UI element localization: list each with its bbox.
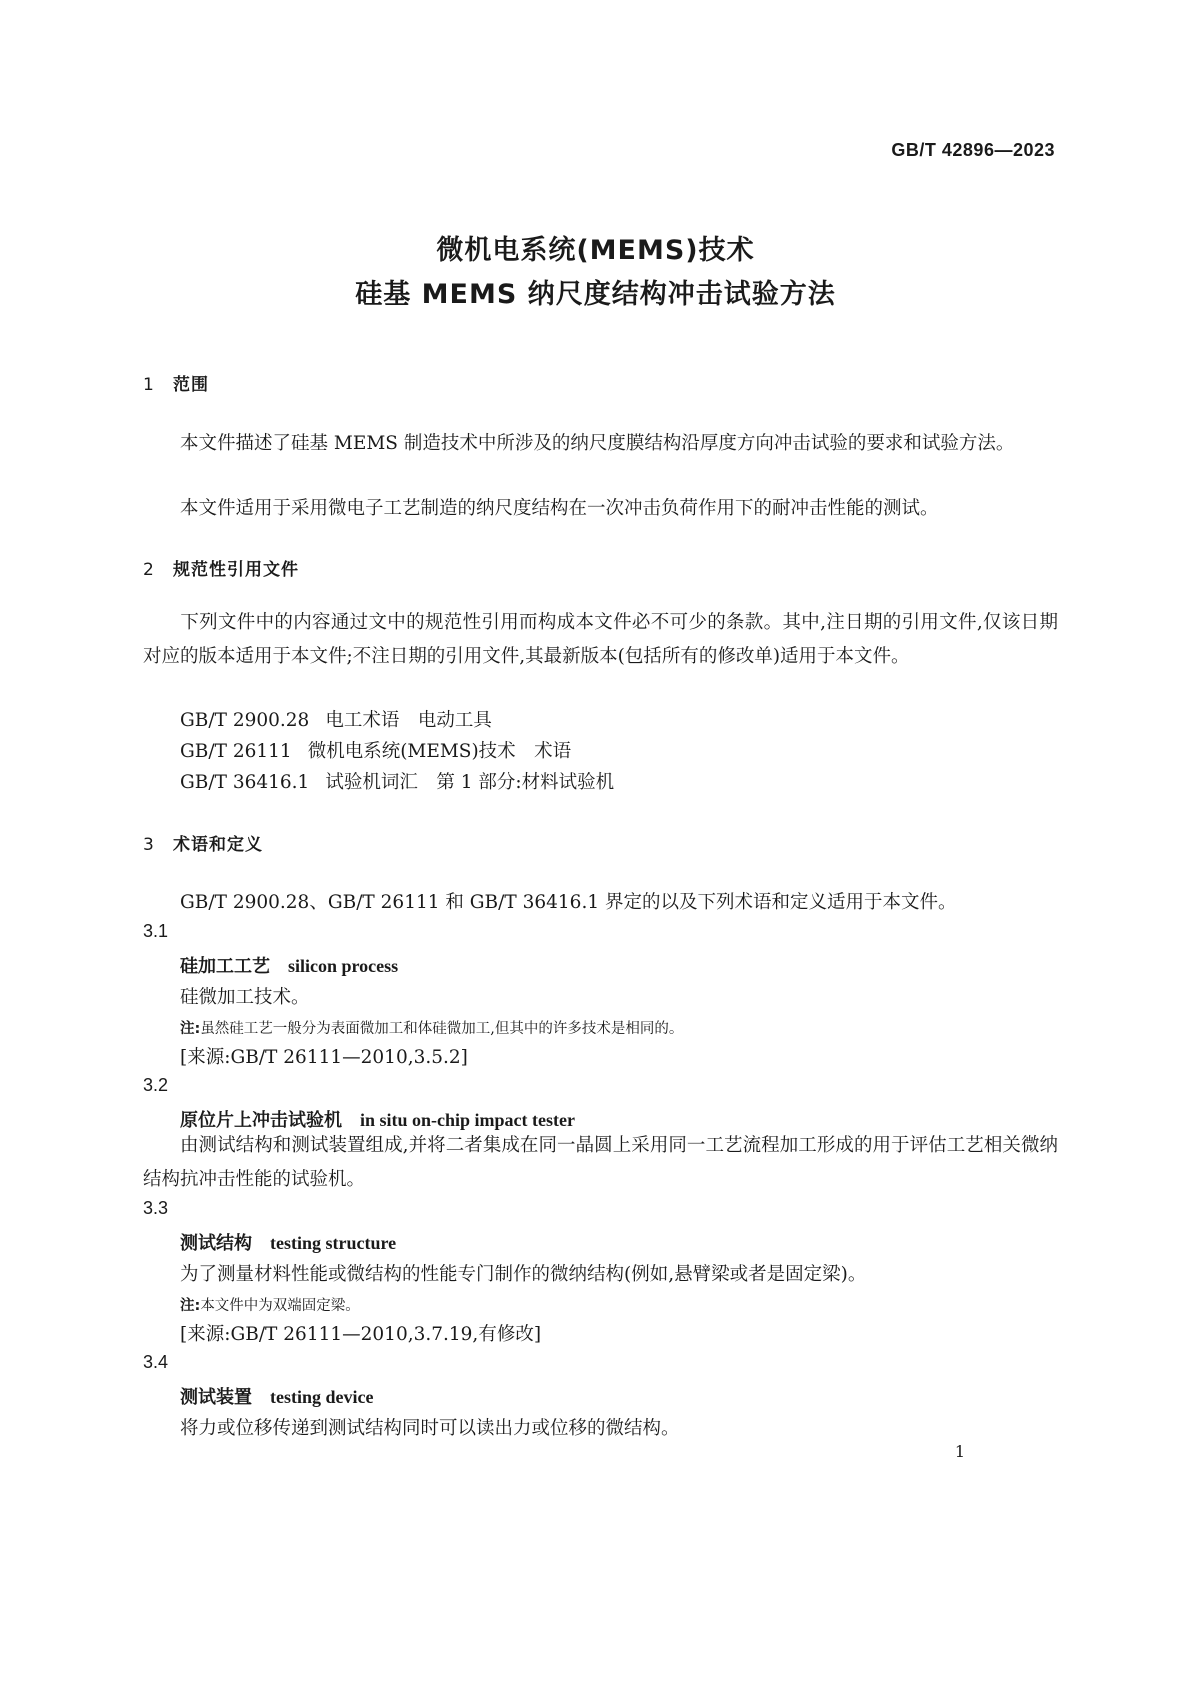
note-text: 虽然硅工艺一般分为表面微加工和体硅微加工,但其中的许多技术是相同的。 (200, 1021, 684, 1037)
note-label: 注: (180, 1298, 201, 1314)
term-zh: 测试结构 (180, 1233, 252, 1254)
term-source: [来源:GB/T 26111—2010,3.5.2] (180, 1047, 468, 1068)
term-en: in situ on-chip impact tester (360, 1110, 575, 1130)
term-en: testing device (270, 1387, 374, 1407)
note-text: 本文件中为双端固定梁。 (200, 1298, 360, 1314)
term-number: 3.3 (143, 1198, 169, 1218)
term-number: 3.4 (143, 1352, 169, 1372)
reference-title: 电工术语 电动工具 (325, 710, 492, 731)
section-heading-normative-references (143, 555, 299, 580)
term-source: [来源:GB/T 26111—2010,3.7.19,有修改] (180, 1324, 542, 1345)
section-heading-scope (143, 370, 209, 395)
note-label: 注: (180, 1021, 201, 1037)
term-heading (180, 952, 398, 978)
standard-number: GB/T 42896—2023 (891, 140, 1055, 160)
normative-paragraph: 下列文件中的内容通过文中的规范性引用而构成本文件必不可少的条款。其中,注日期的引用文件,仅该日期对应的版本适用于本文件;不注日期的引用文件,其最新版本(包括所有的修改单)适用于本文件。 (143, 612, 1058, 667)
section-number: 1 (143, 375, 155, 395)
section-title: 术语和定义 (173, 835, 263, 855)
term-zh: 测试装置 (180, 1387, 252, 1408)
reference-title: 微机电系统(MEMS)技术 术语 (307, 741, 572, 762)
normative-reference-item (180, 706, 492, 732)
term-en: testing structure (270, 1233, 397, 1253)
term-number: 3.1 (143, 921, 169, 941)
section-number: 3 (143, 835, 155, 855)
term-definition: 硅微加工技术。 (180, 987, 310, 1008)
term-zh: 原位片上冲击试验机 (180, 1110, 342, 1131)
document-title-line1: 微机电系统(MEMS)技术 (436, 235, 755, 266)
term-en: silicon process (288, 956, 399, 976)
section-title: 范围 (173, 375, 209, 395)
scope-paragraph-2: 本文件适用于采用微电子工艺制造的纳尺度结构在一次冲击负荷作用下的耐冲击性能的测试。 (180, 498, 939, 519)
scope-paragraph-1: 本文件描述了硅基 MEMS 制造技术中所涉及的纳尺度膜结构沿厚度方向冲击试验的要求和试验方法。 (180, 433, 1015, 454)
reference-code: GB/T 2900.28 (180, 710, 310, 731)
section-number: 2 (143, 560, 155, 580)
page-number: 1 (954, 1442, 965, 1461)
reference-title: 试验机词汇 第 1 部分:材料试验机 (325, 772, 615, 793)
term-number: 3.2 (143, 1075, 169, 1095)
normative-reference-item (180, 768, 614, 794)
section-heading-terms (143, 830, 263, 855)
term-note (180, 1017, 683, 1038)
term-definition: 为了测量材料性能或微结构的性能专门制作的微纳结构(例如,悬臂梁或者是固定梁)。 (180, 1264, 867, 1285)
terms-intro: GB/T 2900.28、GB/T 26111 和 GB/T 36416.1 界定的以及下列术语和定义适用于本文件。 (180, 892, 957, 913)
reference-code: GB/T 36416.1 (180, 772, 310, 793)
reference-code: GB/T 26111 (180, 741, 292, 762)
term-note (180, 1294, 360, 1315)
term-definition: 由测试结构和测试装置组成,并将二者集成在同一晶圆上采用同一工艺流程加工形成的用于评估工艺相关微纳结构抗冲击性能的试验机。 (143, 1135, 1058, 1190)
term-heading (180, 1383, 373, 1409)
term-zh: 硅加工工艺 (180, 956, 270, 977)
section-title: 规范性引用文件 (173, 560, 299, 580)
document-title-line2: 硅基 MEMS 纳尺度结构冲击试验方法 (355, 279, 836, 310)
term-heading (180, 1229, 396, 1255)
normative-reference-item (180, 737, 571, 763)
term-definition: 将力或位移传递到测试结构同时可以读出力或位移的微结构。 (180, 1418, 680, 1439)
